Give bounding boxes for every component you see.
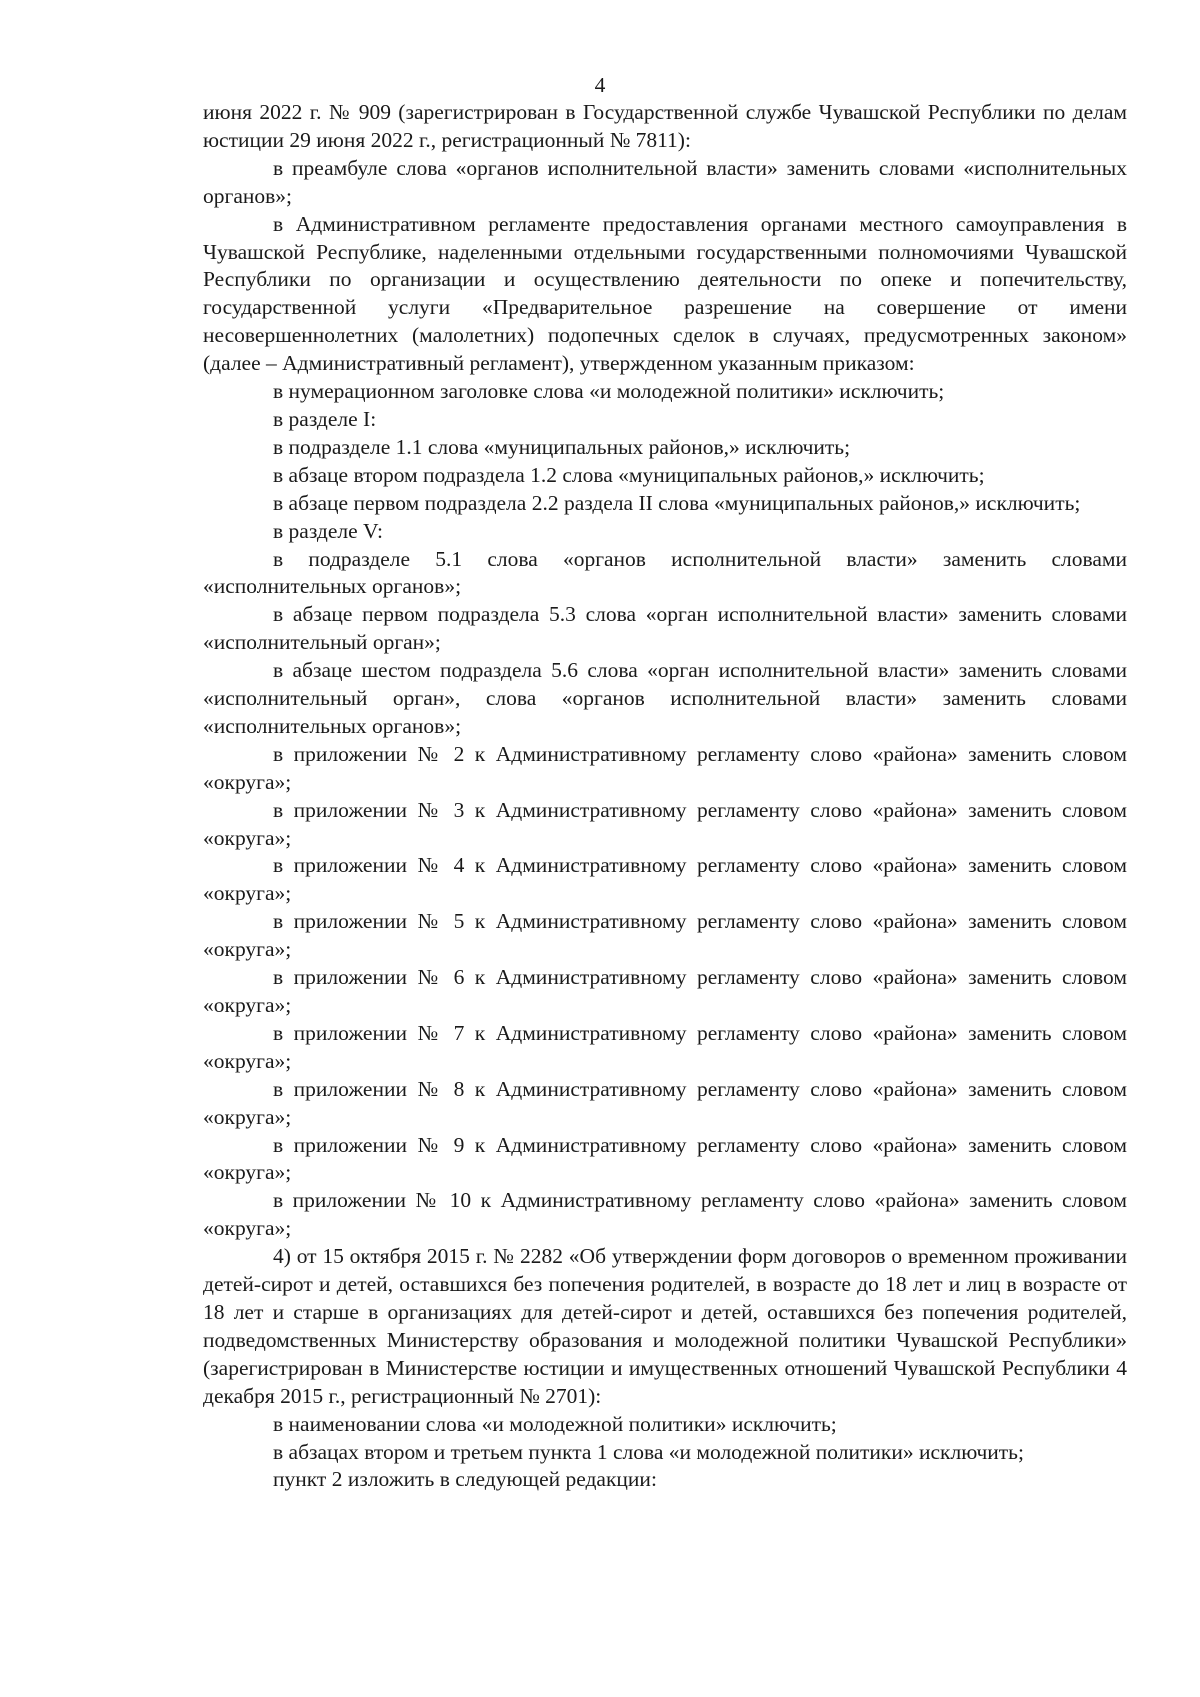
paragraph: в преамбуле слова «органов исполнительной власти» заменить словами «исполнительных органов»; [203,155,1127,208]
paragraph: в приложении № 4 к Административному регламенту слово «района» заменить словом «округа»; [203,853,1127,906]
paragraph: в приложении № 8 к Административному регламенту слово «района» заменить словом «округа»; [203,1076,1127,1129]
paragraph: в приложении № 9 к Административному регламенту слово «района» заменить словом «округа»; [203,1132,1127,1185]
page-number: 4 [594,73,606,97]
paragraph: в наименовании слова «и молодежной политики» исключить; [273,1411,837,1436]
paragraph: в нумерационном заголовке слова «и молодежной политики» исключить; [273,379,945,404]
paragraph: в разделе I: [273,406,377,431]
paragraph: в приложении № 7 к Административному регламенту слово «района» заменить словом «округа»; [203,1020,1127,1073]
paragraph-continuation: июня 2022 г. № 909 (зарегистрирован в Государственной службе Чувашской Республики по делам юстиции 29 июня 2022 г., регистрационный № 7811): [203,100,1127,152]
paragraph: в абзаце первом подраздела 2.2 раздела II слова «муниципальных районов,» исключить; [273,490,1081,515]
paragraph: в подразделе 1.1 слова «муниципальных районов,» исключить; [273,434,851,459]
paragraph: 4) от 15 октября 2015 г. № 2282 «Об утверждении форм договоров о временном проживании детей-сирот и детей, оставшихся без попечения родителей, в возрасте до 18 лет и лиц в возрасте от 18 лет и старше в организациях для детей-сирот и детей, оставшихся без попечения родителей, подведомственных Министерству образования и молодежной политики Чувашской Республики» (зарегистрирован в Министерстве юстиции и имущественных отношений Чувашской Республики 4 декабря 2015 г., регистрационный № 2701): [203,1244,1127,1408]
paragraph: в абзаце первом подраздела 5.3 слова «орган исполнительной власти» заменить словами «исполнительный орган»; [203,602,1127,655]
paragraph: в подразделе 5.1 слова «органов исполнительной власти» заменить словами «исполнительных органов»; [203,546,1127,599]
paragraph: в приложении № 3 к Административному регламенту слово «района» заменить словом «округа»; [203,797,1127,850]
paragraph: в приложении № 6 к Административному регламенту слово «района» заменить словом «округа»; [203,965,1127,1017]
paragraph: в приложении № 5 к Административному регламенту слово «района» заменить словом «округа»; [203,909,1127,962]
paragraph: в приложении № 2 к Административному регламенту слово «района» заменить словом «округа»; [203,741,1127,794]
paragraph: в абзацах втором и третьем пункта 1 слова «и молодежной политики» исключить; [273,1439,1024,1464]
paragraph: в абзаце шестом подраздела 5.6 слова «орган исполнительной власти» заменить словами «исполнительный орган», слова «органов исполнительной власти» заменить словами «исполнительных органов»; [203,658,1127,738]
paragraph: в абзаце втором подраздела 1.2 слова «муниципальных районов,» исключить; [273,462,985,487]
paragraph: пункт 2 изложить в следующей редакции: [273,1467,657,1492]
paragraph: в приложении № 10 к Административному регламенту слово «района» заменить словом «округа»; [203,1188,1127,1241]
document-body [203,99,1127,1494]
paragraph: в разделе V: [273,518,383,543]
paragraph: в Административном регламенте предоставления органами местного самоуправления в Чувашской Республике, наделенными отдельными государственными полномочиями Чувашской Республики по организации и осуществлению деятельности по опеке и попечительству, государственной услуги «Предварительное разрешение на совершение от имени несовершеннолетних (малолетних) подопечных сделок в случаях, предусмотренных законом» (далее – Административный регламент), утвержденном указанным приказом: [203,211,1127,376]
